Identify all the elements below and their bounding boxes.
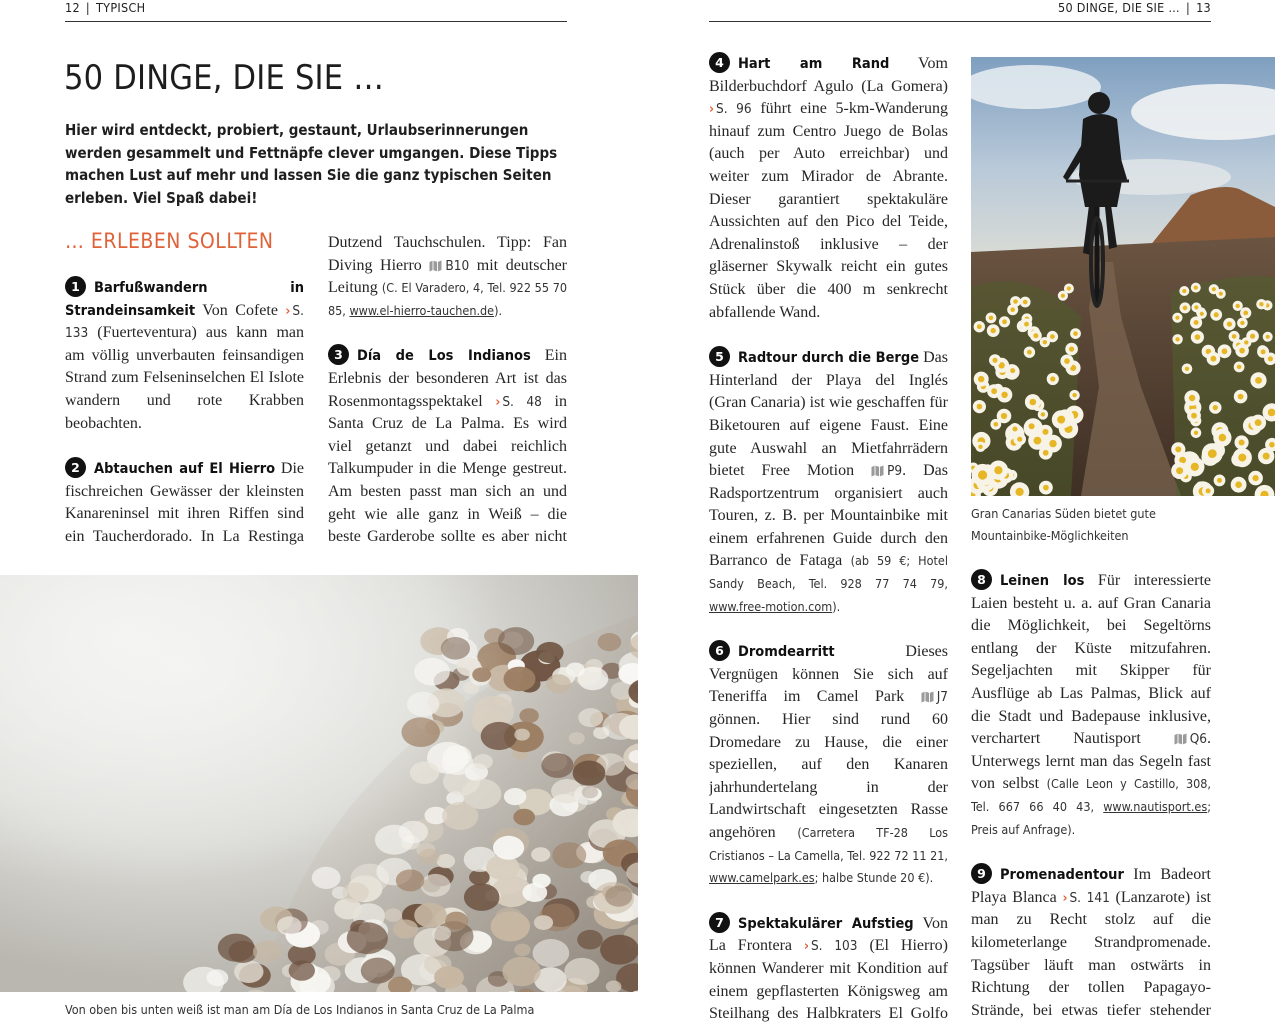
item-number-badge: 2: [65, 457, 86, 478]
daisy-center: [1238, 394, 1244, 400]
daisy-center: [1043, 340, 1047, 344]
map-reference[interactable]: [1174, 731, 1207, 747]
list-item: [709, 52, 948, 324]
item-heading: Hart am Rand: [738, 56, 890, 72]
page-reference-label: S. 133: [65, 302, 304, 342]
list-item: [971, 863, 1211, 1019]
daisy-center: [1266, 335, 1270, 339]
item-contact: (Carretera TF-28 Los Cristianos – La Camella, Tel. 922 72 11 21,: [709, 825, 948, 863]
daisy-center: [1227, 322, 1232, 327]
item-text: Ein Erlebnis der besonderen Art ist das Rosenmontagsspektakel: [328, 347, 567, 410]
daisy-center: [978, 376, 984, 382]
daisy-center: [978, 470, 987, 479]
column-right-2: [971, 569, 1211, 1019]
daisy-center: [1208, 449, 1217, 458]
item-text: . Unterwegs lernt man das Segeln fast von selbst: [971, 730, 1211, 793]
daisy-center: [1239, 348, 1245, 354]
daisy-center: [1189, 395, 1195, 401]
item-number-badge: 7: [709, 912, 730, 933]
item-number-badge: 9: [971, 863, 992, 884]
item-text: Von Cofete: [195, 301, 286, 319]
daisy-center: [993, 358, 998, 363]
daisy-center: [1194, 286, 1198, 290]
page-reference-label: S. 141: [1069, 889, 1110, 906]
mountainbike-photo-caption: Gran Canarias Süden bietet gute Mountainbike-Möglichkeiten: [971, 506, 1156, 543]
daisy-center: [1213, 405, 1218, 410]
daisy-center: [978, 445, 982, 449]
daisy-center: [1001, 413, 1007, 419]
item-contact: (C. El Varadero, 4, Tel. 922 55 70 85,: [328, 280, 567, 318]
item-contact: ; Preis auf Anfrage).: [971, 798, 1211, 837]
daisy-center: [1013, 427, 1018, 432]
daisy-center: [1253, 475, 1259, 481]
daisy-center: [1049, 440, 1056, 447]
daisy-center: [1244, 340, 1248, 344]
item-text: Von La Frontera: [709, 914, 948, 955]
daisy-center: [1016, 488, 1024, 496]
daisy-center: [1061, 294, 1065, 298]
item-contact: (Calle Leon y Castillo, 308, Tel. 667 66 40 43,: [971, 776, 1211, 814]
list-item: [65, 457, 304, 550]
item-text: . Das Radsportzentrum organisiert auch Touren, z. B. per Mountainbike mit einem erfahrenen Guide durch den Barranco de Fataga: [709, 462, 948, 570]
daisy-center: [1043, 450, 1049, 456]
daisy-center: [1222, 348, 1228, 354]
daisy-center: [1033, 333, 1038, 338]
daisy-center: [1191, 413, 1197, 419]
item-number-badge: 5: [709, 346, 730, 367]
list-item: [709, 346, 948, 618]
item-text: gönnen. Hier sind rund 60 Dromedare zu Hause, die einer speziellen, auf den Kanaren jahrhundertelang in der Landwirtschaft eingesetzten Rasse angehören: [709, 711, 948, 841]
map-reference[interactable]: [429, 258, 469, 274]
item-heading: Barfußwandern in Strandeinsamkeit: [65, 280, 304, 319]
chevron-right-icon: ›: [285, 302, 291, 319]
daisy-center: [1240, 321, 1244, 325]
daisy-center: [1030, 399, 1037, 406]
page-reference-label: S. 96: [716, 101, 752, 118]
daisy-center: [1034, 437, 1042, 445]
daisy-center: [991, 328, 996, 333]
item-text: (Fuerteventura) aus kann man am völlig unverbauten feinsandigen Strand zum Felseninselchen El Islote wandern und rote Krabben beobachten.: [65, 324, 304, 432]
daisy-center: [1067, 286, 1071, 290]
daisy-center: [1200, 312, 1204, 316]
daisy-center: [1041, 412, 1045, 416]
item-number-badge: 3: [328, 344, 349, 365]
daisy-center: [1183, 306, 1188, 311]
page-title: 50 DINGE, DIE SIE …: [64, 58, 385, 98]
item-contact: (ab 59 €; Hotel Sandy Beach, Tel. 928 77 74 79,: [709, 553, 948, 592]
daisy-center: [1175, 316, 1179, 320]
page-reference[interactable]: [1062, 890, 1109, 906]
item-website-link[interactable]: www.free-motion.com: [709, 598, 833, 614]
daisy-center: [1191, 463, 1199, 471]
daisy-center: [1232, 334, 1237, 339]
daisy-center: [1194, 431, 1198, 435]
daisy-center: [1064, 358, 1070, 364]
running-head-right: 50 DINGE, DIE SIE … | 13: [709, 0, 1211, 22]
daisy-center: [1010, 307, 1015, 312]
daisy-center: [989, 316, 994, 321]
item-text: Dutzend Tauchschulen. Tipp: Fan Diving Hierro: [328, 234, 567, 274]
item-website-link[interactable]: www.nautisport.es: [1103, 798, 1208, 814]
item-number-badge: 4: [709, 52, 730, 73]
list-item: [971, 569, 1211, 841]
page-reference[interactable]: [804, 938, 858, 954]
list-item: [328, 344, 567, 550]
daisy-center: [1238, 454, 1246, 462]
map-reference[interactable]: [921, 689, 948, 705]
continued-column-flow: [328, 232, 567, 550]
daisy-center: [1017, 437, 1022, 442]
daisy-center: [1211, 356, 1217, 362]
daisy-center: [1219, 292, 1223, 296]
item-heading: Promenadentour: [1000, 867, 1124, 884]
daisy-center: [994, 466, 1002, 474]
daisy-center: [1029, 423, 1035, 429]
map-icon: [1174, 733, 1187, 745]
daisy-center: [1237, 365, 1242, 370]
daisy-center: [1259, 302, 1263, 306]
page-number-left: 12: [65, 0, 80, 15]
item-text: Das Hinterland der Playa del Inglés (Gran Canaria) ist wie geschaffen für Biketouren auf eigene Faust. Eine gute Auswahl an Mietfahrrädern bietet Free Motion: [709, 349, 948, 480]
item-text: mit deutscher Leitung: [328, 256, 567, 297]
daisy-center: [1024, 322, 1029, 327]
item-contact: ).: [494, 302, 503, 318]
daisy-center: [1175, 337, 1179, 341]
daisy-center: [1255, 419, 1262, 426]
section-heading: … ERLEBEN SOLLTEN: [65, 229, 274, 253]
map-reference-label: B10: [445, 257, 470, 274]
running-head-section: TYPISCH: [96, 0, 146, 15]
item-text: (El Hierro) können Wanderer mit Kondition auf einem gepflasterten Königsweg am Steilhang des Halbkraters El Golfo: [709, 937, 948, 1022]
item-heading: Dromdearritt: [738, 644, 835, 661]
item-heading: Día de Los Indianos: [357, 348, 531, 365]
daisy-center: [1182, 289, 1186, 293]
daisy-center: [1261, 349, 1266, 354]
daisy-center: [1013, 299, 1018, 304]
daisy-center: [991, 388, 997, 394]
chevron-right-icon: ›: [709, 101, 715, 118]
daisy-center: [1176, 467, 1183, 474]
running-head-left: 12 | TYPISCH: [65, 0, 567, 22]
item-number-badge: 8: [971, 569, 992, 590]
daisy-center: [1268, 356, 1273, 361]
item-text: Dieses Vergnügen können Sie sich auf Teneriffa im Camel Park: [709, 643, 948, 706]
daisy-center: [1043, 485, 1049, 491]
daisy-center: [1069, 347, 1074, 352]
item-website-link[interactable]: www.camelpark.es: [709, 870, 815, 886]
crowd-photo-caption: Von oben bis unten weiß ist man am Día de Los Indianos in Santa Cruz de La Palma: [65, 1002, 535, 1017]
chevron-right-icon: ›: [803, 938, 809, 955]
daisy-center: [1057, 416, 1065, 424]
daisy-center: [977, 404, 983, 410]
running-head-title: 50 DINGE, DIE SIE …: [1058, 0, 1180, 15]
daisy-center: [1073, 331, 1078, 336]
daisy-center: [1023, 300, 1028, 305]
map-icon: [871, 465, 884, 477]
item-number-badge: 1: [65, 276, 86, 297]
item-text: Für interessierte Laien besteht u. a. auf Gran Canaria die Möglichkeit, bei Segeltörns entlang der Küste mitzufahren. Segeljachten mit Skipper für Ausflüge ab Las Palmas, Blick auf die Stadt und Badepause inklusive, verchartert Nautisport: [971, 572, 1211, 748]
map-reference-label: Q6: [1189, 731, 1207, 748]
crowd-photo: [0, 575, 638, 992]
daisy-center: [1001, 392, 1007, 398]
map-reference-label: P9: [887, 463, 903, 480]
page-reference-label: S. 103: [810, 938, 858, 955]
item-website-link[interactable]: www.el-hierro-tauchen.de: [349, 302, 495, 318]
item-heading: Leinen los: [1000, 573, 1085, 589]
daisy-center: [1263, 453, 1270, 460]
intro-text: Hier wird entdeckt, probiert, gestaunt, Urlaubserinnerungen werden gesammelt und Fettnäpfe clever umgangen. Diese Tipps machen Lust auf mehr und lassen Sie die ganz typischen Seiten erleben. Viel Spaß dabei!: [65, 121, 558, 207]
item-text: Vom Bilderbuchdorf Agulo (La Gomera): [709, 55, 948, 95]
page-reference[interactable]: [709, 101, 752, 117]
item-text: (Lanzarote) ist man zu Recht stolz auf die kilometerlange Strandpromenade. Tagsüber läuft man ostwärts in Richtung der tollen Papagayo-Strände, bei etwas tiefer stehender: [971, 888, 1211, 1019]
daisy-center: [1239, 440, 1245, 446]
daisy-center: [1206, 488, 1211, 493]
column-right-1: [709, 52, 948, 1022]
daisy-center: [1214, 312, 1219, 317]
daisy-center: [1194, 305, 1198, 309]
daisy-center: [1027, 350, 1032, 355]
list-item: [65, 276, 304, 435]
daisy-center: [1010, 368, 1015, 373]
list-item-continued: [328, 232, 567, 322]
mountainbike-photo: [971, 57, 1275, 496]
column-left-2: [328, 232, 567, 550]
item-contact: ; halbe Stunde 20 €).: [814, 870, 934, 886]
map-icon: [921, 691, 934, 703]
item-text: Die fischreichen Gewässer der kleinsten Kanareninsel mit ihren Riffen sind ein Taucherdorado. In La Restinga: [65, 460, 304, 545]
continued-column-inner: [328, 232, 567, 550]
column-left-1: [65, 276, 304, 550]
item-heading: Radtour durch die Berge: [738, 350, 920, 367]
daisy-center: [1243, 311, 1248, 316]
daisy-center: [1269, 442, 1275, 448]
item-text: in Santa Cruz de La Palma. Es wird viel getanzt und dabei reichlich Talkumpuder in die Menge gestreut. Am besten passt man sich an und geht wie alle ganz in Weiß – die beste Garderobe sollte es aber nicht: [328, 392, 567, 546]
daisy-center: [1217, 478, 1222, 483]
daisy-center: [1236, 304, 1240, 308]
item-heading: Spektakulärer Aufstieg: [738, 915, 914, 932]
page-number-right: 13: [1196, 0, 1211, 15]
item-heading: Abtauchen auf El Hierro: [94, 461, 276, 478]
chevron-right-icon: ›: [1062, 889, 1068, 906]
daisy-center: [1212, 287, 1216, 291]
item-text: Im Badeort Playa Blanca: [971, 866, 1211, 906]
item-text: führt eine 5-km-Wanderung hinauf zum Centro Juego de Bolas (auch per Auto erreichbar) und weiter zum Mirador de Abrante. Dieser garantiert spektakuläre Aussichten auf den Pico del Teide, Adrenalinstoß inklusive – der gläserner Skywalk reicht ein gutes Stück über die 400 m senkrecht abfallende Wand.: [709, 100, 948, 321]
daisy-center: [1255, 377, 1262, 384]
daisy-center: [1235, 481, 1242, 488]
map-reference[interactable]: [871, 463, 902, 479]
daisy-center: [994, 422, 999, 427]
daisy-center: [1219, 434, 1227, 442]
page-reference[interactable]: [495, 394, 542, 410]
daisy-center: [1194, 320, 1199, 325]
page-reference-label: S. 48: [502, 393, 542, 410]
chevron-right-icon: ›: [495, 393, 501, 410]
item-number-badge: 6: [709, 640, 730, 661]
map-icon: [429, 260, 442, 272]
item-contact: ).: [832, 598, 841, 614]
map-reference-label: J7: [936, 689, 948, 706]
daisy-center: [1002, 319, 1007, 324]
daisy-center: [1043, 429, 1049, 435]
daisy-center: [1175, 446, 1181, 452]
daisy-center: [1250, 334, 1255, 339]
daisy-center: [1195, 334, 1201, 340]
daisy-center: [1050, 334, 1055, 339]
list-item: [709, 640, 948, 890]
list-item: [709, 912, 948, 1022]
daisy-center: [1185, 367, 1189, 371]
daisy-center: [977, 324, 982, 329]
daisy-center: [1072, 393, 1076, 397]
daisy-center: [1050, 376, 1055, 381]
